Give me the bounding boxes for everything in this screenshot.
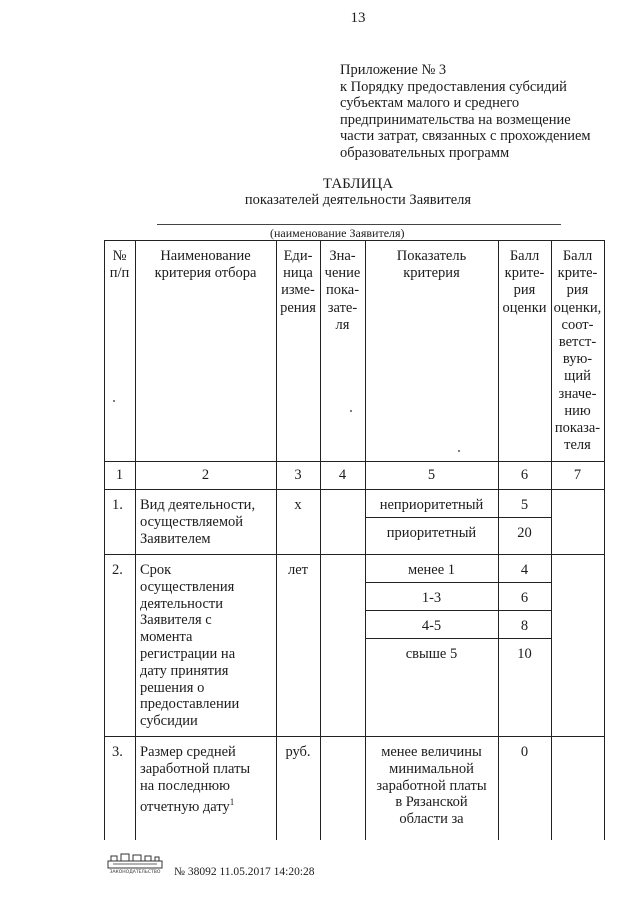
header-text: Еди-: [283, 248, 313, 264]
logo-caption: ЗАКОНОДАТЕЛЬСТВО: [109, 870, 161, 874]
document-registration-stamp: № 38092 11.05.2017 14:20:28: [174, 866, 315, 878]
header-text: критерия отбора: [154, 265, 257, 282]
scan-speck: [113, 400, 115, 402]
score-cell: 5: [520, 497, 529, 513]
score-cell: 20: [517, 525, 532, 541]
table-hline: [104, 489, 605, 490]
column-number: 4: [338, 467, 347, 483]
criterion-line: осуществляемой: [140, 513, 244, 530]
header-text: Зна-: [329, 248, 356, 264]
applicant-name-caption: (наименование Заявителя): [270, 226, 405, 240]
column-number: 6: [520, 467, 529, 483]
indicator-cell: свыше 5: [405, 646, 458, 662]
criterion-line: регистрации на: [140, 645, 236, 662]
header-text: ля: [335, 316, 350, 333]
unit-cell: руб.: [285, 744, 311, 760]
header-text: рия: [513, 282, 536, 299]
criterion-line: [140, 794, 274, 816]
indicator-line: заработной платы: [376, 777, 487, 794]
header-text: №: [112, 248, 127, 264]
criterion-name: [140, 497, 274, 547]
appendix-line: к Порядку предоставления субсидий: [340, 78, 567, 95]
header-text: ветст-: [558, 334, 597, 351]
column-number: 1: [115, 467, 124, 483]
column-number: 7: [573, 467, 582, 483]
header-text: критерия: [403, 265, 460, 282]
header-text: пока-: [325, 282, 360, 299]
criterion-line: Вид деятельности,: [140, 497, 256, 513]
applicant-name-line: [157, 224, 561, 225]
appendix-line: предпринимательства на возмещение: [340, 111, 571, 128]
score-cell: 0: [520, 744, 529, 760]
column-number: 3: [294, 467, 302, 483]
indicator-line: минимальной: [389, 760, 474, 777]
header-text: рия: [566, 282, 589, 299]
appendix-line: субъектам малого и среднего: [340, 95, 520, 112]
column-number: 2: [201, 467, 210, 483]
table-hline: [104, 554, 605, 555]
page-number: 13: [350, 10, 366, 26]
header-text: значе-: [558, 385, 597, 402]
criterion-line: Заявителя с: [140, 612, 212, 629]
criterion-line-text: отчетную дату: [140, 799, 230, 816]
row-number: 2.: [112, 562, 123, 578]
table-subrow-line: [365, 610, 552, 611]
scan-speck: [350, 410, 352, 412]
criterion-line: на последнюю: [140, 777, 230, 794]
header-text: теля: [564, 437, 591, 454]
criterion-line: дату принятия: [140, 662, 229, 679]
criterion-name: [140, 562, 274, 730]
table-subrow-line: [365, 582, 552, 583]
table-vline: [104, 240, 105, 840]
header-text: Балл: [562, 248, 593, 264]
table-hline: [104, 736, 605, 737]
header-text: Показатель: [396, 248, 467, 264]
indicator-line: в Рязанской: [395, 794, 468, 811]
appendix-block: [340, 62, 630, 162]
criterion-line: субсидии: [140, 713, 198, 730]
legal-system-logo: [105, 852, 165, 874]
header-text: ница: [283, 265, 313, 282]
header-text: оценки: [502, 299, 547, 316]
header-text: п/п: [109, 265, 130, 282]
score-cell: 8: [520, 618, 529, 634]
scan-speck: [458, 450, 460, 452]
header-text: показа-: [554, 420, 601, 437]
criterion-name: [140, 744, 274, 816]
table-vline: [135, 240, 136, 840]
header-text: оценки,: [553, 299, 602, 316]
criterion-line: момента: [140, 629, 193, 646]
header-text: рения: [280, 299, 316, 316]
header-col-matched-score: [551, 248, 604, 454]
header-col-indicator: [365, 248, 498, 282]
indicator-cell: приоритетный: [386, 525, 477, 541]
appendix-line: Приложение № 3: [340, 62, 447, 78]
criterion-line: деятельности: [140, 595, 224, 612]
row-number: 3.: [112, 744, 123, 760]
indicator-line: области за: [399, 811, 464, 828]
header-col-number: [104, 248, 135, 282]
appendix-line: части затрат, связанных с прохождением: [340, 128, 591, 145]
header-text: крите-: [504, 265, 545, 282]
criterion-line: Заявителем: [140, 530, 211, 547]
indicator-cell: 4-5: [421, 618, 442, 634]
table-hline: [104, 240, 605, 241]
table-subrow-line: [365, 517, 552, 518]
column-number: 5: [427, 467, 436, 483]
indicator-cell: менее 1: [407, 562, 456, 578]
score-cell: 6: [520, 590, 529, 606]
appendix-line: образовательных программ: [340, 144, 510, 161]
score-cell: 4: [520, 562, 529, 578]
header-col-value: [320, 248, 365, 334]
document-subtitle: показателей деятельности Заявителя: [244, 192, 472, 208]
unit-cell: х: [294, 497, 302, 513]
indicator-line: менее величины: [381, 744, 482, 760]
header-text: щий: [564, 368, 591, 385]
table-subrow-line: [365, 638, 552, 639]
header-col-criterion: [135, 248, 276, 282]
header-col-unit: [276, 248, 320, 317]
indicator-cell: неприоритетный: [379, 497, 484, 513]
criterion-line: предоставлении: [140, 696, 240, 713]
indicator-cell: [365, 744, 498, 828]
indicator-cell: 1-3: [421, 590, 442, 606]
header-text: вую-: [562, 351, 593, 368]
header-text: Балл: [509, 248, 540, 264]
header-text: чение: [324, 265, 361, 282]
table-hline: [104, 461, 605, 462]
header-text: Наименование: [160, 248, 251, 264]
unit-cell: лет: [287, 562, 308, 578]
header-text: изме-: [281, 282, 315, 299]
criterion-line: решения о: [140, 679, 205, 696]
footnote-mark: 1: [229, 797, 235, 808]
header-text: крите-: [557, 265, 598, 282]
header-text: зате-: [327, 299, 358, 316]
header-text: нию: [564, 402, 591, 419]
document-title: ТАБЛИЦА: [322, 176, 394, 192]
header-col-score: [498, 248, 551, 317]
row-number: 1.: [112, 497, 123, 513]
criterion-line: заработной платы: [140, 760, 251, 777]
criterion-line: осуществления: [140, 578, 235, 595]
table-vline: [604, 240, 605, 840]
criterion-line: Размер средней: [140, 744, 236, 760]
score-cell: 10: [517, 646, 532, 662]
header-text: соот-: [561, 316, 594, 333]
criterion-line: Срок: [140, 562, 172, 578]
